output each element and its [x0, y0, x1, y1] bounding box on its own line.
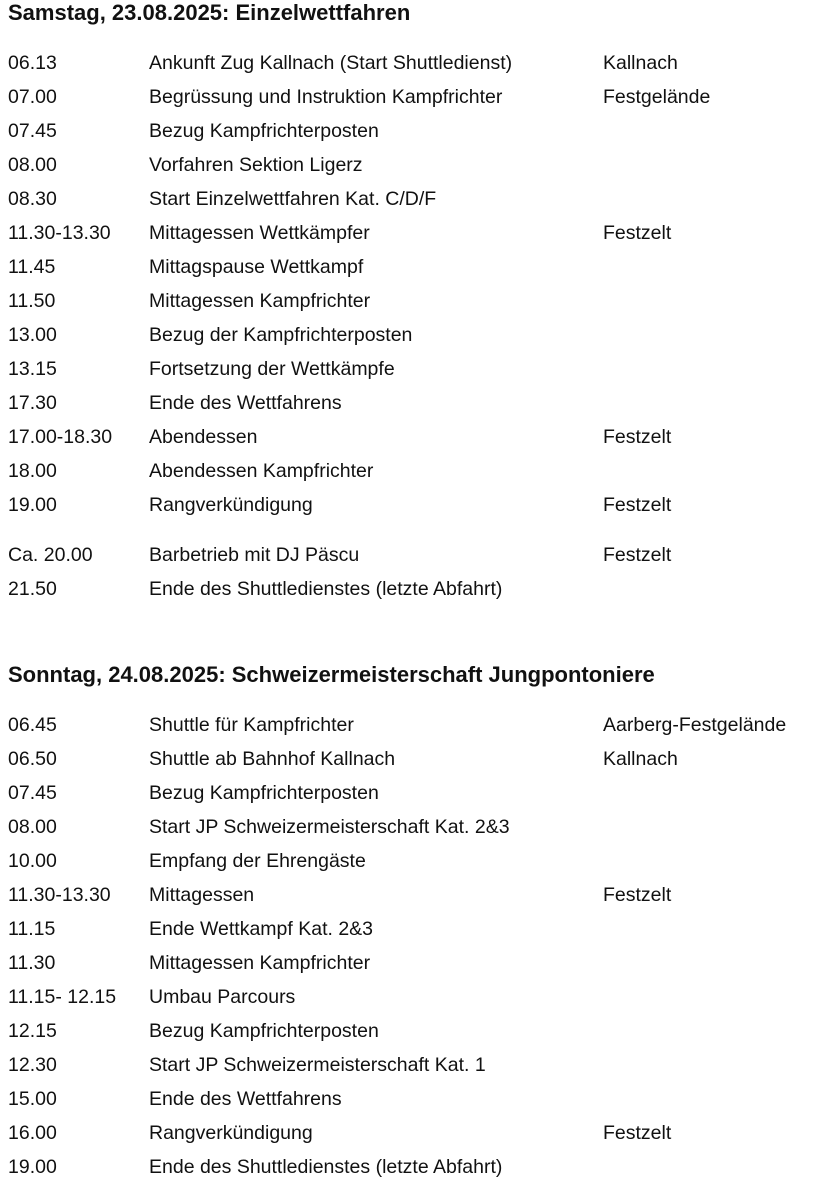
row-description: Mittagessen Kampfrichter — [149, 951, 371, 974]
row-description: Ende des Shuttledienstes (letzte Abfahrt) — [149, 1155, 503, 1178]
section-title-saturday: Samstag, 23.08.2025: Einzelwettfahren — [8, 0, 411, 25]
row-description: Mittagessen Wettkämpfer — [149, 221, 370, 244]
schedule-row — [8, 1116, 836, 1150]
row-time: 12.30 — [8, 1053, 57, 1076]
schedule-row — [8, 1150, 836, 1184]
row-description: Begrüssung und Instruktion Kampfrichter — [149, 85, 503, 108]
schedule-row — [8, 148, 836, 182]
row-location: Festzelt — [603, 493, 672, 516]
row-location: Festzelt — [603, 883, 672, 906]
row-time: 07.00 — [8, 85, 57, 108]
row-time: 08.00 — [8, 815, 57, 838]
row-description: Barbetrieb mit DJ Päscu — [149, 543, 360, 566]
schedule-row — [8, 878, 836, 912]
row-time: 06.50 — [8, 747, 57, 770]
row-time: 18.00 — [8, 459, 57, 482]
row-description: Abendessen — [149, 425, 258, 448]
row-time: 17.30 — [8, 391, 57, 414]
row-time: 07.45 — [8, 119, 57, 142]
row-description: Ankunft Zug Kallnach (Start Shuttledienst) — [149, 51, 513, 74]
schedule-row — [8, 488, 836, 522]
row-description: Empfang der Ehrengäste — [149, 849, 366, 872]
schedule-row — [8, 810, 836, 844]
row-time: 11.30 — [8, 951, 56, 974]
schedule-row — [8, 912, 836, 946]
row-location: Festgelände — [603, 85, 711, 108]
row-description: Mittagspause Wettkampf — [149, 255, 364, 278]
row-time: 19.00 — [8, 493, 57, 516]
row-time: 17.00-18.30 — [8, 425, 113, 448]
schedule-list-saturday — [8, 46, 836, 606]
row-description: Shuttle ab Bahnhof Kallnach — [149, 747, 396, 770]
schedule-row — [8, 216, 836, 250]
row-time: 11.30-13.30 — [8, 883, 111, 906]
row-description: Ende des Wettfahrens — [149, 391, 342, 414]
row-time: 11.30-13.30 — [8, 221, 111, 244]
row-description: Ende Wettkampf Kat. 2&3 — [149, 917, 374, 940]
row-description: Mittagessen Kampfrichter — [149, 289, 371, 312]
row-time: 12.15 — [8, 1019, 57, 1042]
row-description: Fortsetzung der Wettkämpfe — [149, 357, 395, 380]
row-time: 13.15 — [8, 357, 57, 380]
schedule-row — [8, 284, 836, 318]
row-description: Start JP Schweizermeisterschaft Kat. 2&3 — [149, 815, 510, 838]
row-description: Ende des Shuttledienstes (letzte Abfahrt) — [149, 577, 503, 600]
row-location: Festzelt — [603, 1121, 672, 1144]
row-description: Vorfahren Sektion Ligerz — [149, 153, 363, 176]
schedule-row — [8, 182, 836, 216]
row-time: 06.13 — [8, 51, 57, 74]
schedule-row — [8, 420, 836, 454]
row-description: Abendessen Kampfrichter — [149, 459, 374, 482]
row-time: 15.00 — [8, 1087, 57, 1110]
schedule-saturday — [8, 0, 836, 606]
schedule-row — [8, 538, 836, 572]
schedule-row — [8, 318, 836, 352]
schedule-row — [8, 844, 836, 878]
row-description: Ende des Wettfahrens — [149, 1087, 342, 1110]
row-location: Festzelt — [603, 221, 672, 244]
row-time: 07.45 — [8, 781, 57, 804]
row-location: Aarberg-Festgelände — [603, 713, 787, 736]
row-time: 11.15- 12.15 — [8, 985, 117, 1008]
schedule-list-sunday — [8, 708, 836, 1184]
row-description: Bezug der Kampfrichterposten — [149, 323, 413, 346]
row-time: 10.00 — [8, 849, 57, 872]
row-time: 11.45 — [8, 255, 56, 278]
row-location: Festzelt — [603, 543, 672, 566]
row-time: 06.45 — [8, 713, 57, 736]
schedule-row — [8, 1082, 836, 1116]
schedule-row — [8, 708, 836, 742]
row-location: Kallnach — [603, 51, 678, 74]
row-description: Bezug Kampfrichterposten — [149, 781, 379, 804]
row-description: Bezug Kampfrichterposten — [149, 119, 379, 142]
row-time: 16.00 — [8, 1121, 57, 1144]
row-location: Festzelt — [603, 425, 672, 448]
row-description: Start JP Schweizermeisterschaft Kat. 1 — [149, 1053, 486, 1076]
row-description: Mittagessen — [149, 883, 255, 906]
row-description: Umbau Parcours — [149, 985, 296, 1008]
schedule-row — [8, 1048, 836, 1082]
schedule-row — [8, 572, 836, 606]
row-time: 08.00 — [8, 153, 57, 176]
schedule-row — [8, 980, 836, 1014]
row-time: 11.50 — [8, 289, 56, 312]
row-description: Start Einzelwettfahren Kat. C/D/F — [149, 187, 437, 210]
schedule-row — [8, 742, 836, 776]
row-description: Rangverkündigung — [149, 493, 313, 516]
schedule-row — [8, 114, 836, 148]
schedule-row — [8, 352, 836, 386]
row-description: Shuttle für Kampfrichter — [149, 713, 354, 736]
schedule-sunday — [8, 662, 836, 1184]
row-time: 13.00 — [8, 323, 57, 346]
schedule-row — [8, 80, 836, 114]
schedule-row — [8, 1014, 836, 1048]
schedule-row — [8, 250, 836, 284]
row-location: Kallnach — [603, 747, 678, 770]
schedule-row — [8, 46, 836, 80]
section-title-sunday: Sonntag, 24.08.2025: Schweizermeisterschaft Jungpontoniere — [8, 662, 655, 687]
row-time: 21.50 — [8, 577, 57, 600]
row-time: 19.00 — [8, 1155, 57, 1178]
schedule-row — [8, 386, 836, 420]
schedule-row — [8, 454, 836, 488]
schedule-row — [8, 946, 836, 980]
schedule-row — [8, 776, 836, 810]
row-time: Ca. 20.00 — [8, 543, 93, 566]
row-time: 08.30 — [8, 187, 57, 210]
row-description: Rangverkündigung — [149, 1121, 313, 1144]
row-time: 11.15 — [8, 917, 56, 940]
row-description: Bezug Kampfrichterposten — [149, 1019, 379, 1042]
